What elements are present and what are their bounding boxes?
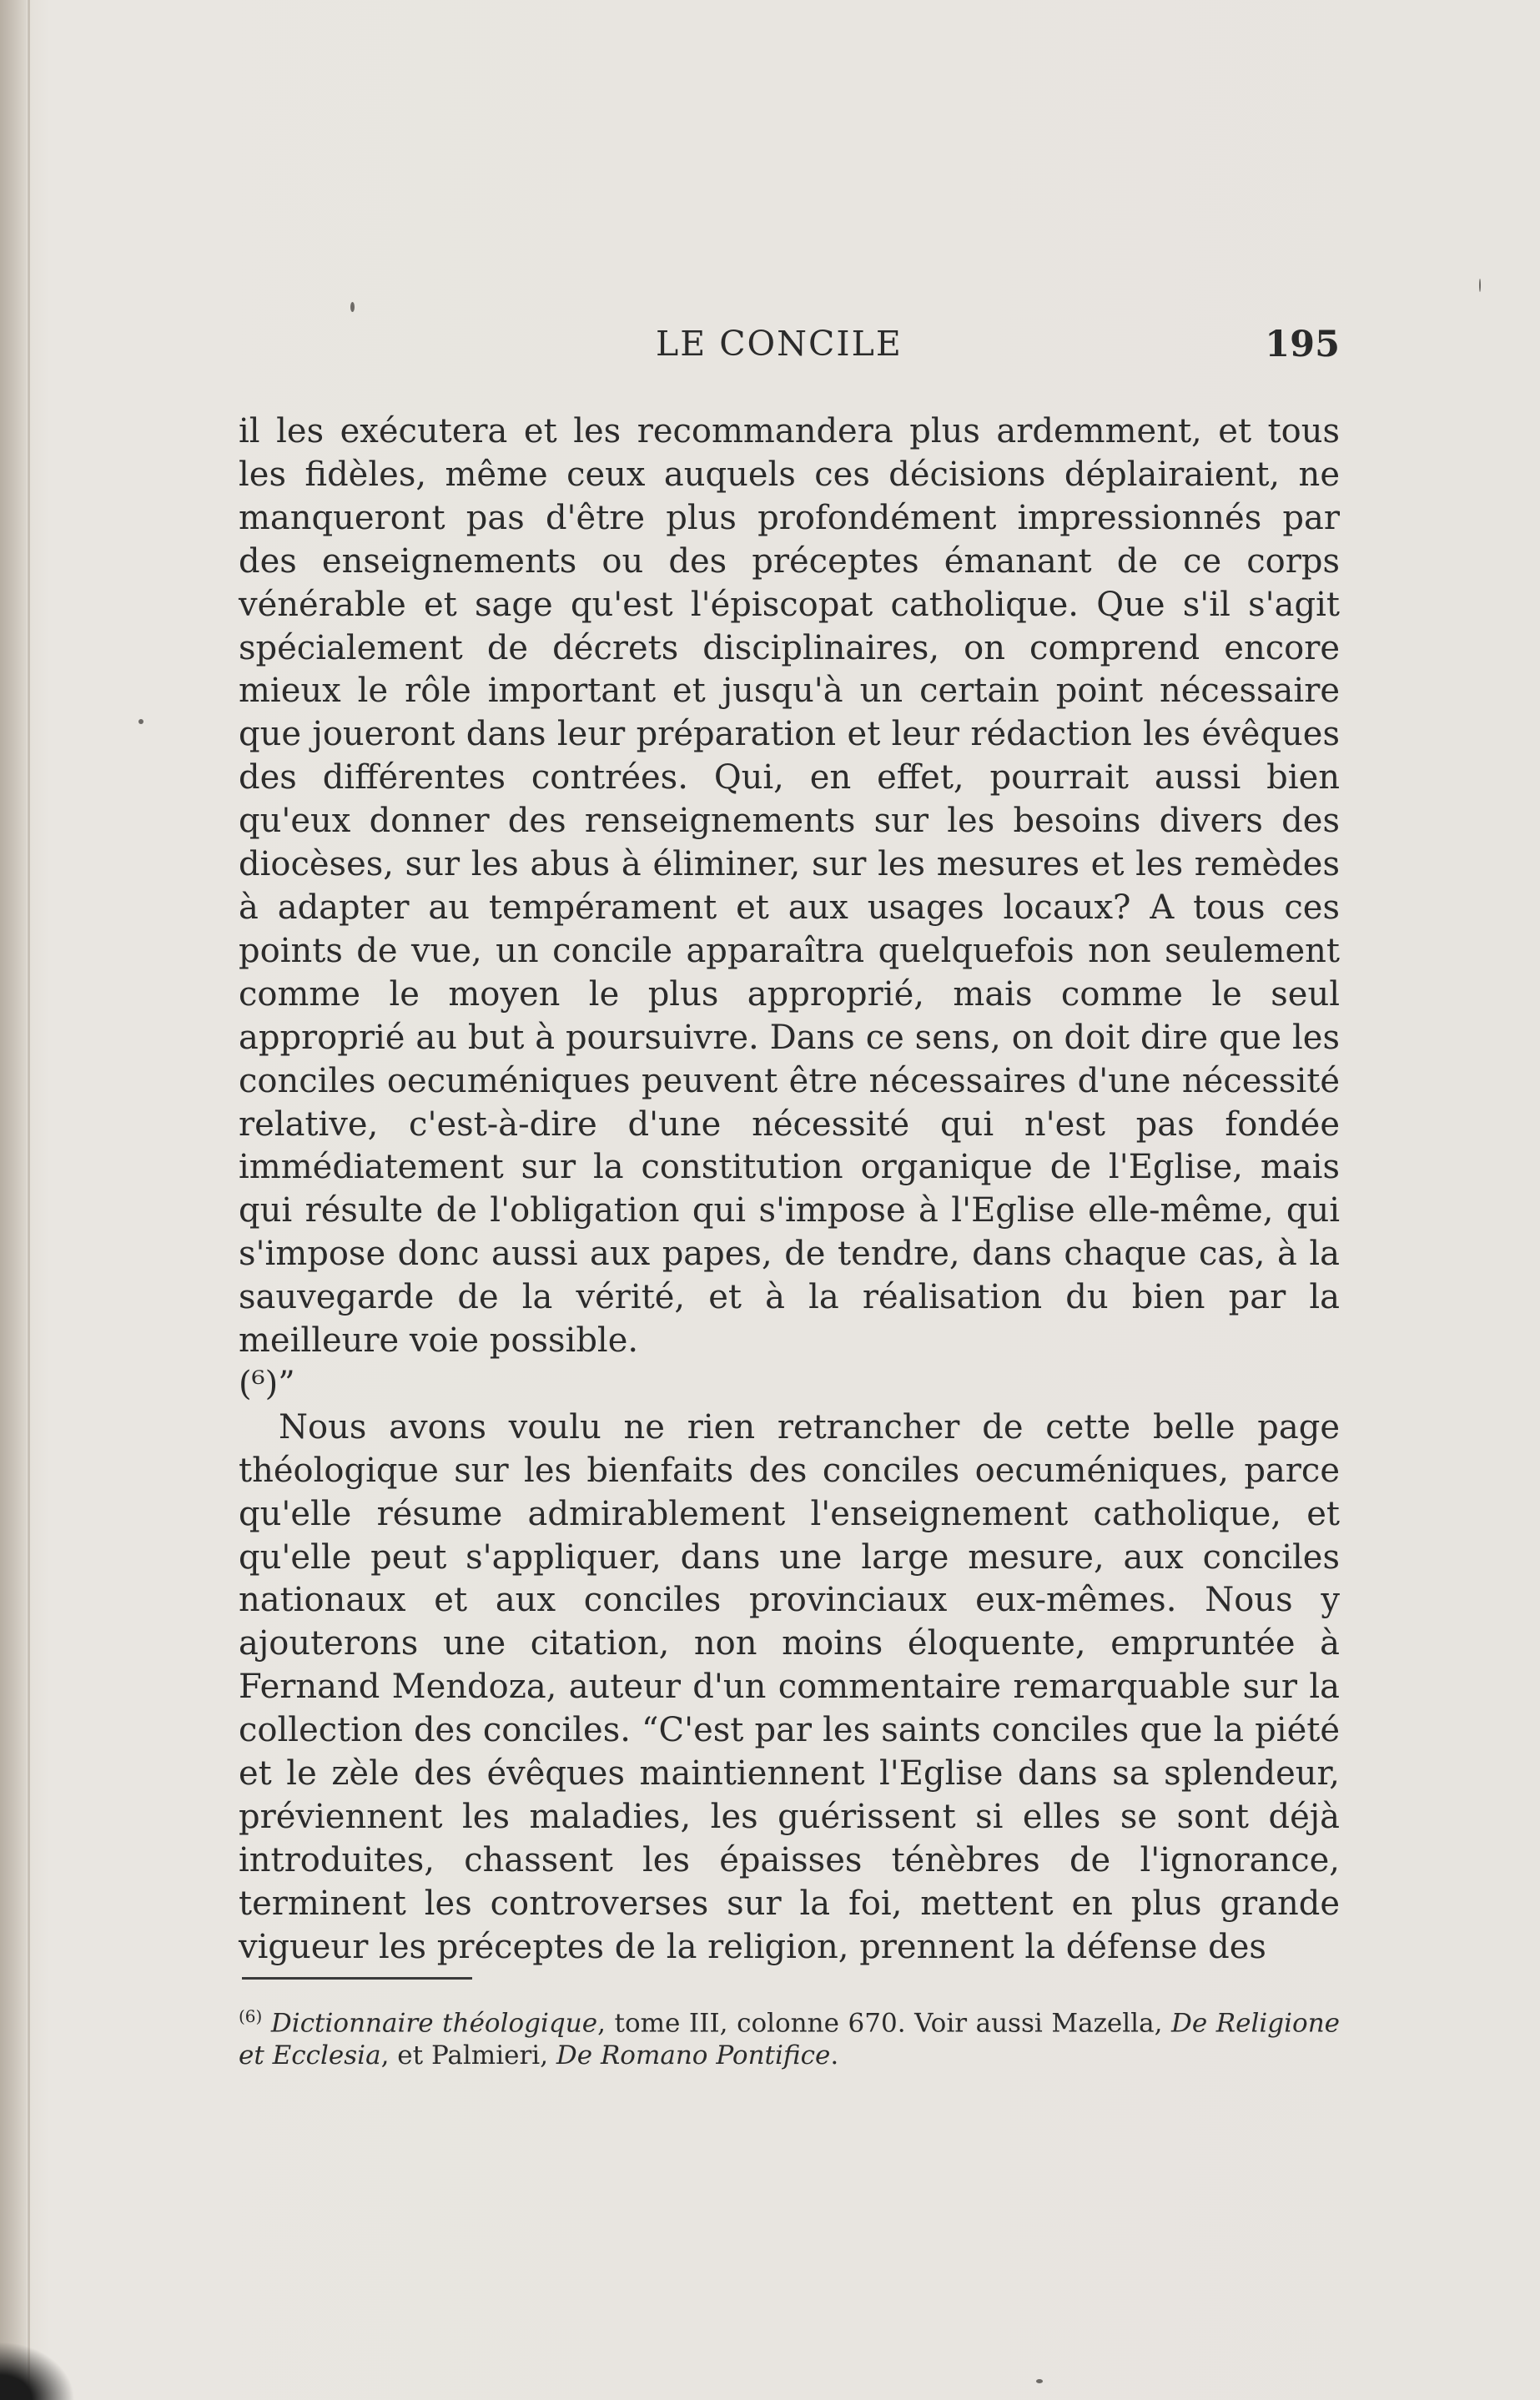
running-title: LE CONCILE bbox=[656, 324, 903, 364]
body-text bbox=[239, 410, 1340, 1970]
footnote-marker: (6) bbox=[239, 2006, 263, 2026]
book-spine bbox=[0, 0, 27, 2400]
paragraph: il les exécutera et les recommandera plus ardemment, et tous les fidèles, même ceux auquels ces décisions déplairaient, ne manqueront pas d'être plus profondément impressionnés par des enseignements ou des préceptes émanant de ce corps vénérable et sage qu'est l'épiscopat catholique. Que s'il s'agit spécialement de décrets disciplinaires, on comprend encore mieux le rôle important et jusqu'à un certain point nécessaire que joueront dans leur préparation et leur rédaction les évêques des différentes contrées. Qui, en effet, pourrait aussi bien qu'eux donner des renseignements sur les besoins divers des diocèses, sur les abus à éliminer, sur les mesures et les remèdes à adapter au tempérament et aux usages locaux? A tous ces points de vue, un concile apparaîtra quelquefois non seulement comme le moyen le plus approprié, mais comme le seul approprié au but à poursuivre. Dans ce sens, on doit dire que les conciles oecuméniques peuvent être nécessaires d'une nécessité relative, c'est-à-dire d'une nécessité qui n'est pas fondée immédiatement sur la constitution organique de l'Eglise, mais qui résulte de l'obligation qui s'impose à l'Eglise elle-même, qui s'impose donc aussi aux papes, de tendre, dans chaque cas, à la sauvegarde de la vérité, et à la réalisation du bien par la meilleure voie possible. bbox=[239, 412, 1340, 1361]
paper-speck bbox=[1036, 2379, 1043, 2383]
footnote-reference-text: , tome III, colonne 670. Voir aussi Mazella, bbox=[597, 2008, 1171, 2039]
paragraph: Nous avons voulu ne rien retrancher de cette belle page théologique sur les bienfaits des conciles oecuméniques, parce qu'elle résume admirablement l'enseignement catholique, et qu'elle peut s'appliquer, dans une large mesure, aux conciles nationaux et aux conciles provinciaux eux-mêmes. Nous y ajouterons une citation, non moins éloquente, empruntée à Fernand Mendoza, auteur d'un commentaire remarquable sur la collection des conciles. “C'est par les saints conciles que la piété et le zèle des évêques maintiennent l'Eglise dans sa splendeur, préviennent les maladies, les guérissent si elles se sont déjà introduites, chassent les épaisses ténèbres de l'ignorance, terminent les controverses sur la foi, mettent en plus grande vigueur les préceptes de la religion, prennent la défense des bbox=[239, 1407, 1340, 1966]
corner-shadow bbox=[0, 2342, 75, 2400]
footnote-work-3: De Romano Pontifice bbox=[556, 2040, 831, 2071]
footnote bbox=[239, 2000, 1340, 2072]
footnote-separator: , et Palmieri, bbox=[380, 2040, 556, 2071]
footnote-work-title: Dictionnaire théologique bbox=[270, 2008, 598, 2039]
footnote-work-2: De Religione et Ecclesia bbox=[239, 2008, 1341, 2071]
footnote-end: . bbox=[830, 2040, 839, 2071]
paper-speck bbox=[350, 302, 355, 312]
running-header bbox=[239, 324, 1340, 374]
paper-speck bbox=[138, 719, 143, 724]
footnote-divider bbox=[242, 1977, 472, 1980]
paper-speck bbox=[1479, 279, 1481, 292]
page-number: 195 bbox=[1265, 324, 1340, 365]
spine-edge bbox=[28, 0, 30, 2400]
footnote-reference: (⁶)” bbox=[239, 1364, 295, 1403]
